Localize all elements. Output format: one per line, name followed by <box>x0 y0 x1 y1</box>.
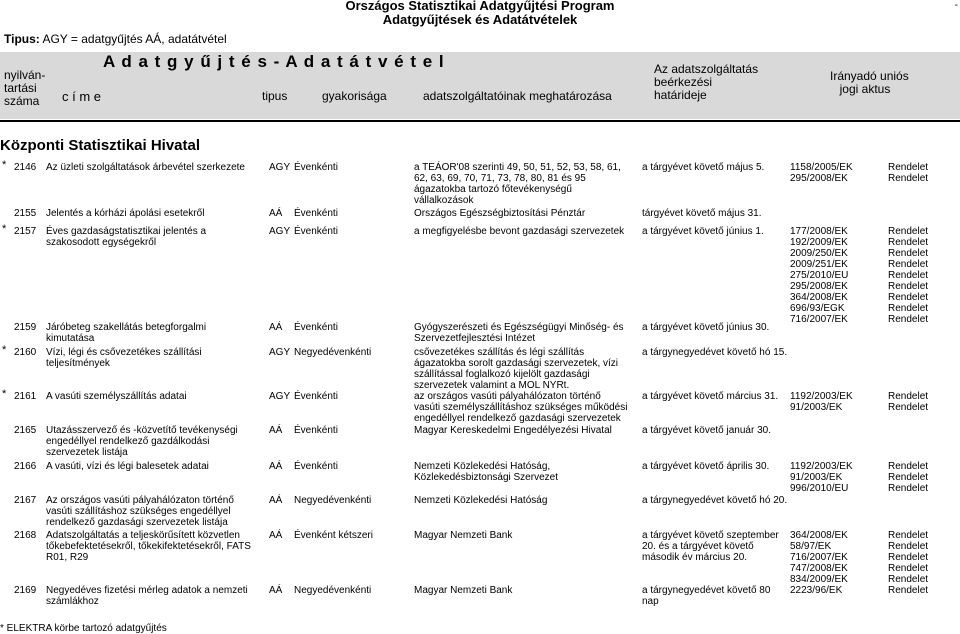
row-providers <box>414 461 558 483</box>
row-act-types-line: Rendelet <box>888 563 929 574</box>
row-providers-line: a megfigyelésbe bevont gazdasági szervezetek <box>414 226 625 237</box>
row-number: 2157 <box>14 226 37 237</box>
row-act-types-line: Rendelet <box>888 472 929 483</box>
row-providers <box>414 425 612 436</box>
row-providers-line: a TEÁOR'08 szerinti 49, 50, 51, 52, 53, 58, 61, <box>414 162 621 173</box>
row-act-types-line: Rendelet <box>888 281 929 292</box>
row-providers-line: Országos Egészségbiztosítási Pénztár <box>414 208 586 219</box>
row-frequency: Évenkénti <box>294 322 338 333</box>
row-act-types-line: Rendelet <box>888 541 929 552</box>
row-number: 2146 <box>14 162 37 173</box>
row-frequency: Negyedévenkénti <box>294 585 372 596</box>
row-frequency: Évenkénti <box>294 391 338 402</box>
row-frequency: Évenkénti <box>294 226 338 237</box>
row-legal-acts-line: 364/2008/EK <box>790 530 848 541</box>
row-providers-line: 62, 63, 69, 70, 71, 73, 78, 80, 81 és 95 <box>414 173 586 184</box>
row-legal-acts-line: 996/2010/EU <box>790 483 849 494</box>
row-number: 2165 <box>14 425 37 436</box>
row-act-types-line: Rendelet <box>888 259 929 270</box>
header-divider <box>0 120 960 122</box>
row-number: 2161 <box>14 391 37 402</box>
row-number: 2159 <box>14 322 37 333</box>
row-act-types-line: Rendelet <box>888 391 929 402</box>
row-legal-acts-line: 364/2008/EK <box>790 292 848 303</box>
row-title-line: Negyedéves fizetési mérleg adatok a nemzeti <box>46 585 248 596</box>
row-providers-line: szervezetek valamint a MOL NYRt. <box>414 380 570 391</box>
row-deadline-line: a tárgyévet követő június 30. <box>642 322 770 333</box>
row-title-line: kimutatása <box>46 333 95 344</box>
row-providers <box>414 585 512 596</box>
row-act-types <box>888 226 928 325</box>
row-type: AÁ <box>269 208 283 219</box>
program-title: Országos Statisztikai Adatgyűjtési Program <box>345 0 615 13</box>
row-title-line: rendelkező gazdasági szervezetek listája <box>46 517 228 528</box>
row-frequency: Évenkénti <box>294 162 338 173</box>
row-frequency: Évenkénti <box>294 425 338 436</box>
row-act-types-line: Rendelet <box>888 530 929 541</box>
row-frequency: Évenkénti <box>294 208 338 219</box>
ekra-star: * <box>2 223 7 235</box>
row-title-line: tőkebefektetésekről, tőkekifektetésekről, FATS <box>46 541 251 552</box>
row-legal-acts <box>790 226 848 325</box>
row-providers <box>414 347 618 391</box>
row-legal-acts-line: 2009/250/EK <box>790 248 848 259</box>
row-title-line: engedéllyel rendelkező gazdálkodási <box>46 436 210 447</box>
row-providers-line: vállalkozások <box>414 195 474 206</box>
row-providers <box>414 162 621 206</box>
row-deadline <box>642 585 770 607</box>
row-providers-line: Magyar Kereskedelmi Engedélyezési Hivatal <box>414 425 612 436</box>
row-legal-acts-line: 2009/251/EK <box>790 259 848 270</box>
row-number: 2167 <box>14 495 37 506</box>
row-legal-acts-line: 1192/2003/EK <box>790 391 853 402</box>
row-act-types <box>888 461 928 494</box>
row-title-line: Adatszolgáltatás a teljeskörűsített közvetlen <box>46 530 240 541</box>
row-providers <box>414 495 547 506</box>
row-deadline-line: a tárgynegyedévet követő hó 20. <box>642 495 788 506</box>
col-adatszolg: adatszolgáltatóinak meghatározása <box>423 89 612 103</box>
row-act-types-line: Rendelet <box>888 574 929 585</box>
row-title-line: számlákhoz <box>46 596 99 607</box>
row-providers-line: Gyógyszerészeti és Egészségügyi Minőség- és <box>414 322 624 333</box>
row-legal-acts-line: 696/93/EGK <box>790 303 845 314</box>
row-type: AGY <box>269 162 291 173</box>
row-deadline <box>642 461 769 472</box>
row-legal-acts <box>790 162 853 184</box>
row-act-types-line: Rendelet <box>888 585 929 596</box>
row-title-line: R01, R29 <box>46 552 89 563</box>
row-title-line: Vízi, légi és csővezetékes szállítási <box>46 347 202 358</box>
program-subtitle: Adatgyűjtések és Adatátvételek <box>382 12 578 27</box>
row-deadline <box>642 322 769 333</box>
row-number: 2168 <box>14 530 37 541</box>
row-title-line: Az üzleti szolgáltatások árbevétel szerkezete <box>46 162 245 173</box>
row-deadline-line: második év március 20. <box>642 552 748 563</box>
row-type: AÁ <box>269 461 283 472</box>
row-title <box>46 461 209 472</box>
row-title <box>46 226 206 248</box>
row-deadline-line: a tárgyévet követő március 31. <box>642 391 779 402</box>
row-deadline-line: a tárgyévet követő június 1. <box>642 226 764 237</box>
row-frequency: Negyedévenkénti <box>294 347 372 358</box>
row-legal-acts-line: 177/2008/EK <box>790 226 848 237</box>
row-legal-acts-line: 1158/2005/EK <box>790 162 853 173</box>
row-providers-line: szállítással foglalkozó kijelölt gazdasági <box>414 369 590 380</box>
row-legal-acts <box>790 391 853 413</box>
row-act-types-line: Rendelet <box>888 314 929 325</box>
row-title <box>46 585 248 607</box>
row-deadline-line: a tárgynegyedévet követő 80 <box>642 585 771 596</box>
row-providers <box>414 322 624 344</box>
agency-name: Központi Statisztikai Hivatal <box>0 137 201 154</box>
row-deadline <box>642 495 787 506</box>
row-deadline-line: nap <box>642 596 659 607</box>
row-legal-acts-line: 1192/2003/EK <box>790 461 853 472</box>
col-tipus: tipus <box>262 89 288 103</box>
row-deadline-line: a tárgyévet követő szeptember <box>642 530 779 541</box>
row-title <box>46 495 234 528</box>
row-type: AGY <box>269 391 291 402</box>
row-legal-acts-line: 192/2009/EK <box>790 237 848 248</box>
row-type: AGY <box>269 226 291 237</box>
row-legal-acts-line: 747/2008/EK <box>790 563 848 574</box>
row-act-types-line: Rendelet <box>888 483 929 494</box>
row-title <box>46 322 206 344</box>
row-deadline <box>642 226 764 237</box>
row-act-types-line: Rendelet <box>888 226 929 237</box>
row-type: AÁ <box>269 585 283 596</box>
row-providers <box>414 530 512 541</box>
col-hatarido: Az adatszolgáltatás beérkezési határideje <box>654 62 759 102</box>
row-act-types-line: Rendelet <box>888 461 929 472</box>
row-providers <box>414 226 624 237</box>
row-title <box>46 425 238 458</box>
row-providers <box>414 208 585 219</box>
row-providers-line: Nemzeti Közlekedési Hatóság, <box>414 461 551 472</box>
section-title: A d a t g y ű j t é s - A d a t á t v é t e l <box>103 52 445 71</box>
row-legal-acts <box>790 530 848 585</box>
row-legal-acts-line: 58/97/EK <box>790 541 832 552</box>
row-legal-acts-line: 834/2009/EK <box>790 574 848 585</box>
row-number: 2166 <box>14 461 37 472</box>
row-title-line: Éves gazdaságstatisztikai jelentés a <box>46 226 207 237</box>
row-title <box>46 208 204 219</box>
row-deadline-line: a tárgyévet követő május 5. <box>642 162 765 173</box>
row-providers <box>414 391 627 424</box>
row-deadline-line: tárgyévet követő május 31. <box>642 208 762 219</box>
row-number: 2155 <box>14 208 37 219</box>
row-act-types-line: Rendelet <box>888 270 929 281</box>
row-providers-line: Közlekedésbiztonsági Szervezet <box>414 472 558 483</box>
row-legal-acts-line: 91/2003/EK <box>790 472 843 483</box>
type-label: Tipus: <box>4 32 40 46</box>
row-act-types <box>888 162 928 184</box>
row-title <box>46 347 202 369</box>
row-act-types <box>888 585 928 596</box>
row-title-line: Jelentés a kórházi ápolási esetekről <box>46 208 205 219</box>
row-type: AÁ <box>269 530 283 541</box>
row-act-types-line: Rendelet <box>888 237 929 248</box>
row-deadline-line: 20. és a tárgyévet követő <box>642 541 754 552</box>
row-act-types <box>888 391 928 413</box>
row-legal-acts-line: 275/2010/EU <box>790 270 849 281</box>
row-legal-acts-line: 716/2007/EK <box>790 314 848 325</box>
row-act-types-line: Rendelet <box>888 303 929 314</box>
row-title <box>46 530 251 563</box>
row-title-line: A vasúti, vízi és légi balesetek adatai <box>46 461 209 472</box>
row-frequency: Évenként kétszeri <box>294 530 373 541</box>
row-type: AÁ <box>269 495 283 506</box>
row-title-line: szakosodott egységekről <box>46 237 157 248</box>
row-providers-line: ágazatokba sorolt gazdasági szervezetek, vízi <box>414 358 618 369</box>
row-deadline <box>642 208 762 219</box>
row-deadline <box>642 162 764 173</box>
col-jogi: Irányadó uniós jogi aktus <box>830 69 909 96</box>
row-number: 2169 <box>14 585 37 596</box>
row-title <box>46 162 245 173</box>
row-frequency: Negyedévenkénti <box>294 495 372 506</box>
row-legal-acts-line: 295/2008/EK <box>790 281 848 292</box>
row-title-line: szervezetek listája <box>46 447 128 458</box>
row-providers-line: Magyar Nemzeti Bank <box>414 530 513 541</box>
row-legal-acts-line: 716/2007/EK <box>790 552 848 563</box>
row-act-types-line: Rendelet <box>888 248 929 259</box>
row-providers-line: ágazatokba tartozó főtevékenységű <box>414 184 572 195</box>
footnote: * ELEKTRA körbe tartozó adatgyűjtés <box>0 623 167 634</box>
row-providers-line: vasúti személyszállításhoz szükséges működési <box>414 402 628 413</box>
row-legal-acts-line: 91/2003/EK <box>790 402 843 413</box>
row-legal-acts <box>790 461 853 494</box>
row-act-types-line: Rendelet <box>888 162 929 173</box>
row-deadline <box>642 347 787 358</box>
row-providers-line: csővezetékes szállítás és légi szállítás <box>414 347 585 358</box>
row-act-types-line: Rendelet <box>888 292 929 303</box>
row-title-line: Utazásszervező és -közvetítő tevékenységi <box>46 425 238 436</box>
row-number: 2160 <box>14 347 37 358</box>
ekra-star: * <box>2 388 7 400</box>
corner-mark: - <box>954 0 958 11</box>
row-act-types <box>888 530 928 585</box>
row-providers-line: Magyar Nemzeti Bank <box>414 585 513 596</box>
col-gyakorisaga: gyakorisága <box>322 89 387 103</box>
row-act-types-line: Rendelet <box>888 173 929 184</box>
row-deadline <box>642 425 771 436</box>
type-legend <box>4 32 227 46</box>
row-type: AÁ <box>269 322 283 333</box>
row-deadline-line: a tárgyévet követő január 30. <box>642 425 771 436</box>
row-legal-acts <box>790 585 842 596</box>
row-providers-line: Nemzeti Közlekedési Hatóság <box>414 495 548 506</box>
row-act-types-line: Rendelet <box>888 552 929 563</box>
row-legal-acts-line: 2223/96/EK <box>790 585 843 596</box>
row-deadline-line: a tárgyévet követő április 30. <box>642 461 770 472</box>
row-title-line: Az országos vasúti pályahálózaton történő <box>46 495 234 506</box>
row-frequency: Évenkénti <box>294 461 338 472</box>
row-providers-line: engedéllyel rendelkező gazdasági szervezetek <box>414 413 621 424</box>
col-cime: c í m e <box>62 89 102 104</box>
type-value: AGY = adatgyűjtés AÁ, adatátvétel <box>42 32 227 46</box>
row-legal-acts-line: 295/2008/EK <box>790 173 848 184</box>
row-providers-line: Szervezetfejlesztési Intézet <box>414 333 536 344</box>
row-title-line: Járóbeteg szakellátás betegforgalmi <box>46 322 207 333</box>
row-type: AÁ <box>269 425 283 436</box>
ekra-star: * <box>2 344 7 356</box>
row-deadline <box>642 391 778 402</box>
col-nyilv: nyilván- tartási száma <box>4 68 46 108</box>
ekra-star: * <box>2 159 7 171</box>
row-providers-line: az országos vasúti pályahálózaton történő <box>414 391 601 402</box>
row-deadline-line: a tárgynegyedévet követő hó 15. <box>642 347 788 358</box>
row-type: AGY <box>269 347 291 358</box>
row-title-line: teljesítmények <box>46 358 110 369</box>
row-title-line: A vasúti személyszállítás adatai <box>46 391 187 402</box>
row-deadline <box>642 530 779 563</box>
row-title <box>46 391 187 402</box>
row-act-types-line: Rendelet <box>888 402 929 413</box>
row-title-line: vasúti szállításhoz szükséges engedéllyel <box>46 506 231 517</box>
